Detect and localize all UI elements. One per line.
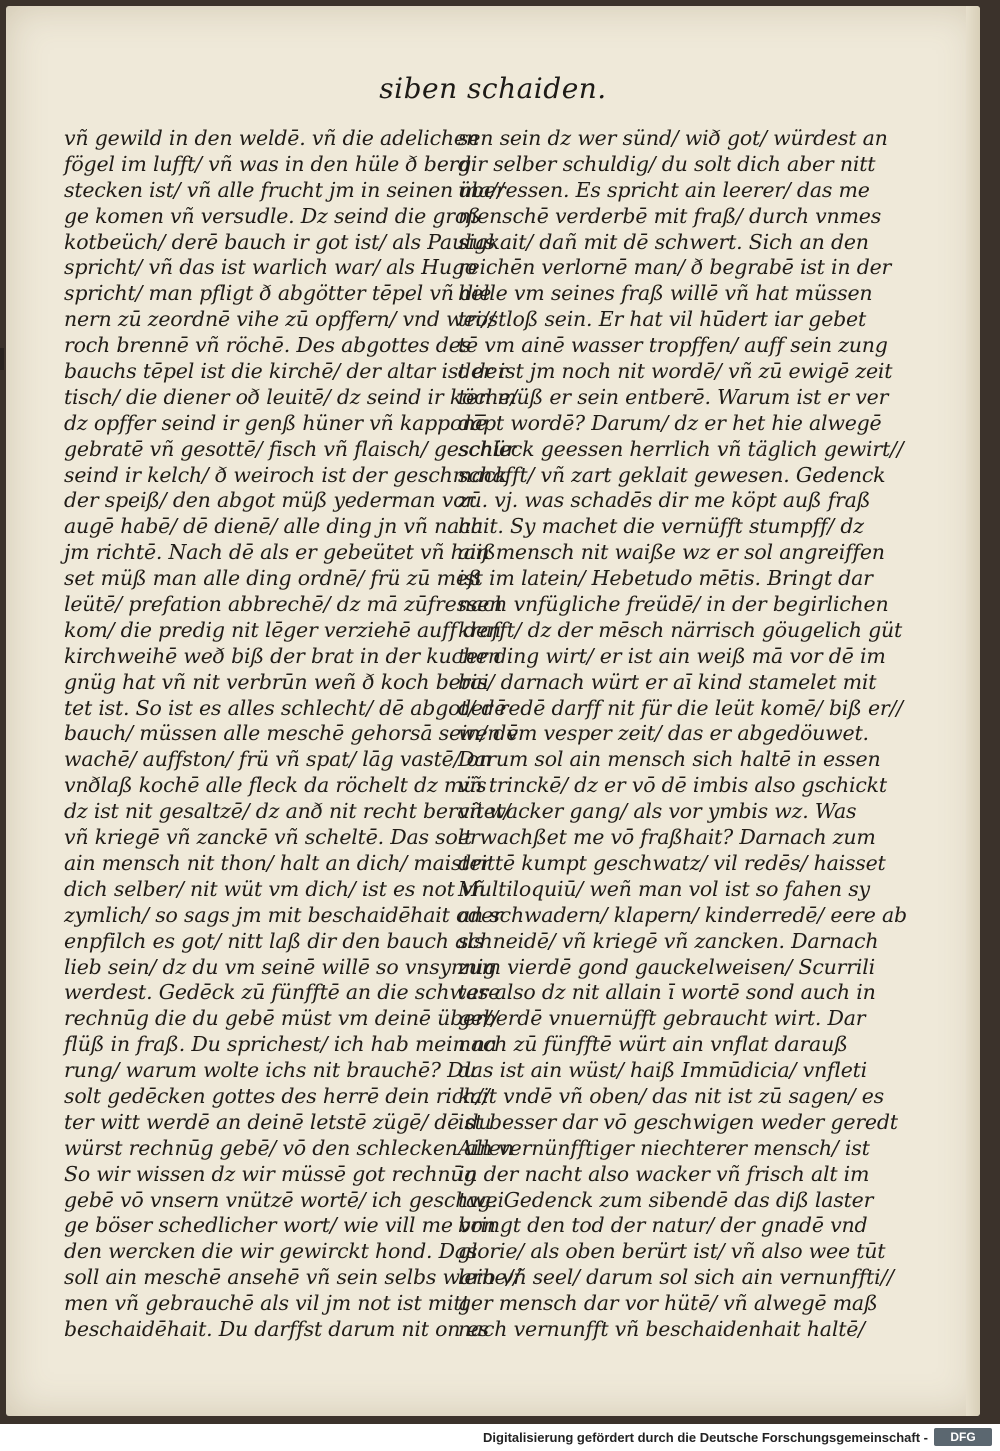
- text-line: ist besser dar vō geschwigen weder geredt: [458, 1109, 898, 1134]
- page-edge: [966, 6, 980, 1416]
- text-line: ain mensch nit thon/ halt an dich/ maister: [64, 850, 491, 875]
- text-line: lieb sein/ dz du vm seinē willē so vnsynnig: [64, 954, 497, 979]
- running-title: siben schaiden.: [379, 72, 607, 105]
- text-line: vñ kriegē vñ zanckē vñ scheltē. Das solt: [64, 825, 473, 850]
- text-line: rechnūg die du gebē müst vm deinē über//: [64, 1006, 499, 1031]
- text-line: menschē verderbē mit fraß/ durch vnmes: [458, 203, 882, 228]
- text-line: der speiß/ den abgot müß yederman vor: [64, 488, 475, 513]
- text-line: schneidē/ vñ kriegē vñ zancken. Darnach: [458, 928, 879, 953]
- text-line: beschaidēhait. Du darffst darum nit on es: [64, 1316, 489, 1341]
- text-line: vñ wacker gang/ als vor ymbis wz. Was: [458, 799, 857, 824]
- text-column-right: [458, 126, 907, 1343]
- text-line: bauchs tēpel ist die kirchē/ der altar ist der: [64, 359, 507, 384]
- text-line: dich selber/ nit wüt vm dich/ ist es not vñ: [64, 876, 486, 901]
- text-line: ter ding wirt/ er ist ain weiß mā vor dē im: [458, 643, 886, 668]
- text-line: ist im latein/ Hebetudo mētis. Bringt dar: [458, 566, 873, 591]
- text-line: nach zū fünfftē würt ain vnflat darauß: [458, 1032, 848, 1057]
- binding-mark: [0, 348, 4, 370]
- text-line: bis/ darnach würt er aī kind stamelet mit: [458, 669, 877, 694]
- text-line: vñ gewild in den weldē. vñ die adelichen: [64, 126, 479, 150]
- text-line: tisch/ die diener oð leuitē/ dz seind ir köche/: [64, 384, 518, 409]
- text-line: sen sein dz wer sünd/ wið got/ würdest an: [458, 126, 888, 150]
- text-line: leütē/ prefation abbrechē/ dz mā zūfressen: [64, 592, 503, 617]
- text-line: dz opffer seind ir genß hüner vñ kapponē: [64, 410, 488, 435]
- text-line: wachē/ auffston/ frü vñ spat/ lāg vastē/ on: [64, 747, 492, 772]
- text-line: men vñ gebrauchē als vil jm not ist mitt: [64, 1291, 470, 1316]
- text-line: stecken ist/ vñ alle frucht jm in seinen ma//: [64, 177, 505, 202]
- text-line: krafft/ dz der mēsch närrisch göugelich güt: [458, 617, 903, 642]
- text-line: das ist ain wüst/ haiß Immūdicia/ vnfleti: [458, 1058, 868, 1083]
- text-line: dāpt wordē? Darum/ dz er het hie alwegē: [458, 410, 882, 435]
- text-line: zymlich/ so sags jm mit beschaidēhait oder: [64, 902, 503, 927]
- text-line: Ain vernünfftiger niechterer mensch/ ist: [458, 1135, 870, 1160]
- text-line: der redē darff nit für die leüt komē/ biß er//: [458, 695, 903, 720]
- text-line: tē vm ainē wasser tropffen/ auff sein zung: [458, 333, 888, 358]
- text-line: spricht/ man pfligt ð abgötter tēpel vñ die: [64, 281, 492, 306]
- text-line: nach vnfügliche freüdē/ in der begirlichen: [458, 592, 889, 617]
- footer-credit: Digitalisierung gefördert durch die Deutsche Forschungsgemeinschaft -: [483, 1430, 928, 1445]
- text-line: zum vierdē gond gauckelweisen/ Scurrili: [458, 954, 875, 979]
- text-line: vnðlaß kochē alle fleck da röchelt dz müs: [64, 773, 487, 798]
- text-line: solt gedēcken gottes des herrē dein rich//: [64, 1083, 490, 1108]
- text-line: geberdē vnuernüfft gebraucht wirt. Dar: [458, 1006, 866, 1031]
- text-line: bauch/ müssen alle meschē gehorsā sein/ dē: [64, 721, 519, 746]
- text-line: an schwadern/ klapern/ kinderredē/ eere ab: [458, 902, 907, 927]
- text-line: in der nacht also wacker vñ frisch alt im: [458, 1161, 870, 1186]
- text-line: erwachßet me vō fraßhait? Darnach zum: [458, 825, 876, 850]
- text-line: sigkait/ dañ mit dē schwert. Sich an den: [458, 229, 869, 254]
- text-line: seind ir kelch/ ð weiroch ist der geschmack: [64, 462, 508, 487]
- text-line: jm richtē. Nach dē als er gebeütet vñ haiß: [64, 540, 496, 565]
- text-line: den wercken die wir gewirckt hond. Das: [64, 1239, 478, 1264]
- text-line: Multiloquiū/ weñ man vol ist so fahen sy: [458, 876, 870, 901]
- text-line: bringt den tod der natur/ der gnadē vnd: [458, 1213, 868, 1238]
- text-line: gebratē vñ gesottē/ fisch vñ flaisch/ geschür: [64, 436, 516, 461]
- text-line: schafft/ vñ zart geklait gewesen. Gedenck: [458, 462, 886, 487]
- text-line: drittē kumpt geschwatz/ vil redēs/ haisset: [458, 850, 886, 875]
- text-line: überessen. Es spricht ain leerer/ das me: [458, 177, 870, 202]
- text-line: trostloß sein. Er hat vil hūdert iar gebet: [458, 307, 867, 332]
- text-line: ge böser schedlicher wort/ wie vill me von: [64, 1213, 496, 1238]
- text-line: leib vñ seel/ darum sol sich ain vernunffti//: [458, 1265, 894, 1290]
- text-line: roch brennē vñ röchē. Des abgottes des: [64, 333, 471, 358]
- text-line: würst rechnūg gebē/ vō den schlecken allen: [64, 1135, 514, 1160]
- text-line: So wir wissen dz wir müssē got rechnūg: [64, 1161, 477, 1186]
- text-line: glorie/ als oben berürt ist/ vñ also wee tūt: [458, 1239, 886, 1264]
- text-line: hait. Sy machet die vernüfft stumpff/ dz: [458, 514, 864, 539]
- text-line: gebē vō vnsern vnützē wortē/ ich geschwei: [64, 1187, 504, 1212]
- text-line: set müß man alle ding ordnē/ frü zū meß: [64, 566, 482, 591]
- text-line: rung/ warum wolte ichs nit brauchē? Du: [64, 1058, 477, 1083]
- text-line: zū. vj. was schadēs dir me köpt auß fraß: [458, 488, 871, 513]
- text-line: kait vndē vñ oben/ das nit ist zū sagen/ es: [458, 1083, 884, 1108]
- text-line: ter witt werdē an deinē letstē zügē/ dē du: [64, 1109, 492, 1134]
- text-line: flüß in fraß. Du sprichest/ ich hab mein na: [64, 1032, 497, 1057]
- text-line: tet ist. So ist es alles schlecht/ dē abgot/ dē: [64, 695, 507, 720]
- text-line: der ist jm noch nit wordē/ vñ zū ewigē zeit: [458, 359, 893, 384]
- book-page: [6, 6, 980, 1416]
- text-line: ten müß er sein entberē. Warum ist er ver: [458, 384, 889, 409]
- text-column-left: [64, 126, 520, 1343]
- text-line: dir selber schuldig/ du solt dich aber nitt: [458, 151, 876, 176]
- text-line: dz ist nit gesaltzē/ dz anð nit recht beraitet/: [64, 799, 511, 824]
- text-line: spricht/ vñ das ist warlich war/ als Hugo: [64, 255, 477, 280]
- text-line: vñ trinckē/ dz er vō dē imbis also gschickt: [458, 773, 887, 798]
- dfg-logo: DFG: [934, 1428, 992, 1446]
- text-line: wen vm vesper zeit/ das er abgedöuwet.: [458, 721, 869, 746]
- text-line: nern zū zeordnē vihe zū opffern/ vnd wei//: [64, 307, 496, 332]
- text-line: gnüg hat vñ nit verbrūn weñ ð koch berai: [64, 669, 489, 694]
- text-line: helle vm seines fraß willē vñ hat müssen: [458, 281, 873, 306]
- text-line: Darum sol ain mensch sich haltē in essen: [458, 747, 881, 772]
- text-line: ain mensch nit waiße wz er sol angreiffen: [458, 540, 885, 565]
- text-line: enpfilch es got/ nitt laß dir den bauch als: [64, 928, 484, 953]
- text-line: kotbeüch/ derē bauch ir got ist/ als Paulus: [64, 229, 495, 254]
- text-line: nach vernunfft vñ beschaidenhait haltē/: [458, 1316, 865, 1341]
- text-line: tag. Gedenck zum sibendē das diß laster: [458, 1187, 874, 1212]
- text-line: soll ain meschē ansehē vñ sein selbs warne//: [64, 1265, 520, 1290]
- text-line: ge komen vñ versudle. Dz seind die groß: [64, 203, 481, 228]
- text-line: ger mensch dar vor hütē/ vñ alwegē maß: [458, 1291, 878, 1316]
- text-line: werdest. Gedēck zū fünfftē an die schwere: [64, 980, 501, 1005]
- digitization-footer: [0, 1424, 1000, 1451]
- text-line: schleck geessen herrlich vñ täglich gewirt//: [458, 436, 904, 461]
- text-line: reichēn verlornē man/ ð begrabē ist in der: [458, 255, 892, 280]
- text-line: kom/ die predig nit lēger verziehē auff den: [64, 617, 501, 642]
- text-line: fögel im lufft/ vñ was in den hüle ð berg: [64, 151, 472, 176]
- text-line: kirchweihē weð biß der brat in der kuchen: [64, 643, 501, 668]
- text-line: augē habē/ dē dienē/ alle ding jn vñ nach: [64, 514, 484, 539]
- text-line: tas also dz nit allain ī wortē sond auch in: [458, 980, 876, 1005]
